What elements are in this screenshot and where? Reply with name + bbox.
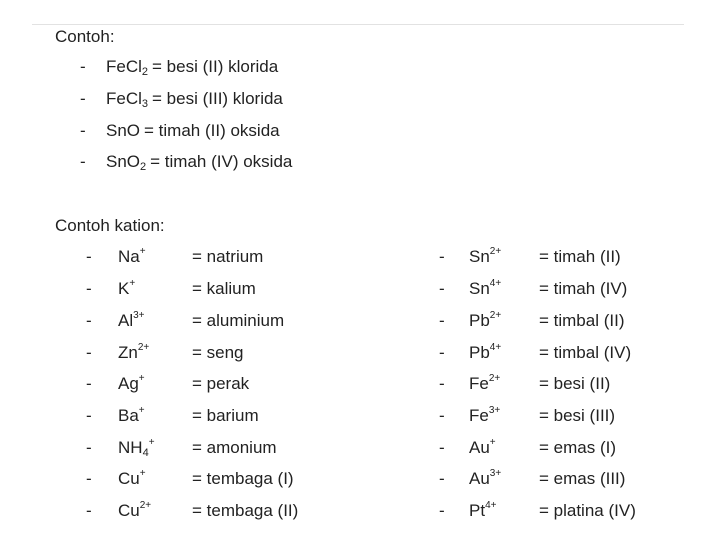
formula-subscript: 3 xyxy=(141,98,149,110)
list-dash: - xyxy=(86,438,92,457)
formula-base: Sn xyxy=(469,247,490,266)
formula-base: Au xyxy=(469,469,490,488)
formula-base: Fe xyxy=(469,406,489,425)
cation-name: = natrium xyxy=(192,247,264,266)
list-dash: - xyxy=(439,469,445,488)
list-dash: - xyxy=(439,501,445,520)
cation-name: = tembaga (I) xyxy=(192,469,294,488)
formula-subscript: 4 xyxy=(142,447,149,459)
formula-base: Pt xyxy=(469,501,486,520)
list-dash: - xyxy=(439,374,445,393)
list-dash: - xyxy=(80,57,86,76)
chemical-formula xyxy=(106,88,283,110)
formula-subscript: 2 xyxy=(140,161,147,173)
chemical-formula xyxy=(469,278,501,300)
cation-row-right xyxy=(439,342,720,364)
formula-charge: 2+ xyxy=(139,500,152,511)
cation-name: = platina (IV) xyxy=(539,501,636,520)
list-item xyxy=(80,56,280,78)
chemical-formula xyxy=(118,437,155,459)
formula-charge: 2+ xyxy=(488,373,501,384)
formula-charge: 3+ xyxy=(133,310,145,321)
chemical-formula xyxy=(118,246,146,268)
list-dash: - xyxy=(86,247,92,266)
formula-charge: + xyxy=(148,437,155,448)
formula-charge: + xyxy=(129,278,136,289)
cation-row-right xyxy=(439,373,720,395)
formula-subscript: 2 xyxy=(141,66,149,78)
formula-base: Au xyxy=(469,438,490,457)
compound-name: = timah (IV) oksida xyxy=(150,152,293,171)
chemical-formula xyxy=(118,405,145,427)
list-dash: - xyxy=(86,279,92,298)
formula-charge: + xyxy=(139,246,146,257)
cation-row-left xyxy=(86,342,392,364)
list-dash: - xyxy=(86,374,92,393)
list-item xyxy=(80,151,293,173)
cation-name: = besi (II) xyxy=(539,374,611,393)
chemical-formula xyxy=(118,342,149,364)
cation-name: = barium xyxy=(192,406,259,425)
cation-row-left xyxy=(86,500,392,522)
list-dash: - xyxy=(80,89,86,108)
chemical-formula xyxy=(106,56,278,78)
cation-row-left xyxy=(86,278,392,300)
chemical-formula xyxy=(469,405,500,427)
formula-base: Sn xyxy=(469,279,490,298)
cation-name: = timbal (IV) xyxy=(539,343,632,362)
cation-heading: Contoh kation: xyxy=(55,216,165,235)
formula-charge: 2+ xyxy=(489,310,502,321)
formula-base: Fe xyxy=(469,374,489,393)
formula-base: Cu xyxy=(118,501,140,520)
list-dash: - xyxy=(86,501,92,520)
chemical-formula xyxy=(469,468,501,490)
formula-charge: + xyxy=(138,373,145,384)
compound-name: = besi (II) klorida xyxy=(152,57,279,76)
list-dash: - xyxy=(86,469,92,488)
formula-charge: 3+ xyxy=(488,405,501,416)
formula-charge: + xyxy=(138,405,145,416)
list-dash: - xyxy=(80,121,86,140)
formula-charge: 4+ xyxy=(489,342,502,353)
cation-row-right xyxy=(439,437,720,459)
compound-name: = timah (II) oksida xyxy=(144,121,280,140)
chemical-formula xyxy=(106,151,292,173)
list-dash: - xyxy=(86,343,92,362)
formula-base: SnO xyxy=(106,121,141,140)
cation-row-right xyxy=(439,246,720,268)
chemical-formula xyxy=(118,310,145,332)
cation-name: = seng xyxy=(192,343,244,362)
cation-name: = emas (III) xyxy=(539,469,626,488)
formula-charge: + xyxy=(139,468,146,479)
cation-name: = amonium xyxy=(192,438,277,457)
cation-name: = timah (II) xyxy=(539,247,621,266)
cation-row-left xyxy=(86,310,392,332)
compound-name: = besi (III) klorida xyxy=(152,89,283,108)
chemical-formula xyxy=(469,437,496,459)
formula-charge: 2+ xyxy=(489,246,502,257)
top-divider xyxy=(32,24,684,25)
list-dash: - xyxy=(439,406,445,425)
cation-name: = besi (III) xyxy=(539,406,616,425)
cation-name: = timbal (II) xyxy=(539,311,625,330)
cation-row-left xyxy=(86,373,392,395)
cation-row-left xyxy=(86,246,392,268)
formula-base: SnO xyxy=(106,152,141,171)
cation-row-right xyxy=(439,278,720,300)
formula-base: FeCl xyxy=(106,89,142,108)
formula-charge: + xyxy=(489,437,496,448)
formula-base: NH xyxy=(118,438,143,457)
list-dash: - xyxy=(80,152,86,171)
chemical-formula xyxy=(469,246,501,268)
formula-charge: 4+ xyxy=(485,500,497,511)
list-dash: - xyxy=(439,279,445,298)
formula-base: Zn xyxy=(118,343,138,362)
cation-row-right xyxy=(439,405,720,427)
cation-row-left xyxy=(86,468,392,490)
chemical-formula xyxy=(106,120,280,142)
cation-name: = kalium xyxy=(192,279,256,298)
cation-row-right xyxy=(439,468,720,490)
cation-row-left xyxy=(86,437,392,459)
formula-charge: 4+ xyxy=(489,278,502,289)
cation-row-left xyxy=(86,405,392,427)
chemical-formula xyxy=(118,278,135,300)
list-dash: - xyxy=(439,311,445,330)
list-dash: - xyxy=(439,343,445,362)
chemical-formula xyxy=(469,310,501,332)
formula-base: Ag xyxy=(118,374,139,393)
chemical-formula xyxy=(118,468,146,490)
list-dash: - xyxy=(86,311,92,330)
formula-base: Ba xyxy=(118,406,139,425)
chemical-formula xyxy=(118,373,145,395)
formula-base: Na xyxy=(118,247,140,266)
list-dash: - xyxy=(439,247,445,266)
formula-base: Pb xyxy=(469,311,490,330)
cation-name: = emas (I) xyxy=(539,438,616,457)
formula-charge: 2+ xyxy=(137,342,150,353)
list-item xyxy=(80,88,283,110)
cation-row-right xyxy=(439,310,720,332)
chemical-formula xyxy=(469,373,500,395)
chemical-formula xyxy=(118,500,151,522)
cation-row-right xyxy=(439,500,720,522)
chemical-formula xyxy=(469,342,501,364)
example-heading: Contoh: xyxy=(55,27,115,46)
formula-base: K xyxy=(118,279,130,298)
formula-base: Cu xyxy=(118,469,140,488)
formula-base: FeCl xyxy=(106,57,142,76)
cation-name: = aluminium xyxy=(192,311,285,330)
cation-name: = timah (IV) xyxy=(539,279,628,298)
formula-charge: 3+ xyxy=(489,468,502,479)
cation-name: = perak xyxy=(192,374,250,393)
list-dash: - xyxy=(439,438,445,457)
chemical-formula xyxy=(469,500,496,522)
list-dash: - xyxy=(86,406,92,425)
list-item xyxy=(80,120,280,142)
formula-base: Al xyxy=(118,311,134,330)
formula-base: Pb xyxy=(469,343,490,362)
cation-name: = tembaga (II) xyxy=(192,501,299,520)
